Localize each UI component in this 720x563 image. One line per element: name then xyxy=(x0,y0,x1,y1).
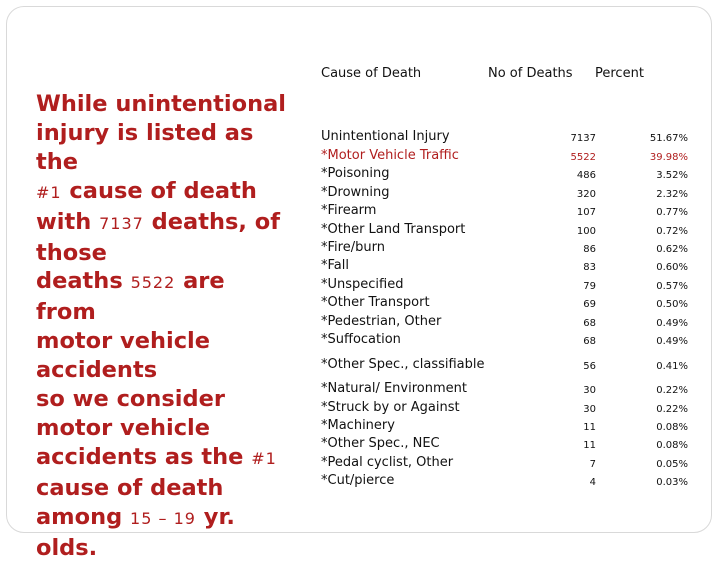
cause-cell: *Cut/pierce xyxy=(321,473,395,488)
deaths-cell: 86 xyxy=(583,244,596,255)
percent-cell: 0.49% xyxy=(656,318,688,329)
deaths-cell: 320 xyxy=(576,189,596,200)
deaths-cell: 68 xyxy=(583,336,596,347)
cause-cell: *Suffocation xyxy=(321,332,401,347)
deaths-cell: 100 xyxy=(576,226,596,237)
deaths-cell: 11 xyxy=(583,422,596,433)
table-row xyxy=(0,258,720,276)
percent-cell: 3.52% xyxy=(656,170,688,181)
percent-cell: 0.60% xyxy=(656,262,688,273)
percent-cell: 51.67% xyxy=(649,133,688,144)
summary-text: While unintentional injury is listed as the #1 cause of death with 7137 deaths, of those deaths 5522 are from motor vehicle accidents so we consider motor vehicle accidents as the #1 cause of death among 15 – 19 yr. olds. xyxy=(36,91,286,561)
cause-cell: *Other Spec., NEC xyxy=(321,436,440,451)
deaths-cell: 30 xyxy=(583,404,596,415)
percent-cell: 0.22% xyxy=(656,404,688,415)
cause-cell: *Drowning xyxy=(321,185,390,200)
cause-cell: *Struck by or Against xyxy=(321,400,460,415)
table-row xyxy=(0,332,720,350)
table-row xyxy=(0,277,720,295)
percent-cell: 0.05% xyxy=(656,459,688,470)
percent-cell: 39.98% xyxy=(649,152,688,163)
table-row xyxy=(0,166,720,184)
table-row xyxy=(0,400,720,418)
cause-cell: Unintentional Injury xyxy=(321,129,450,144)
cause-cell: *Other Spec., classifiable xyxy=(321,357,485,372)
table-row xyxy=(0,203,720,221)
cause-cell: *Poisoning xyxy=(321,166,390,181)
deaths-cell: 69 xyxy=(583,299,596,310)
deaths-cell: 7 xyxy=(589,459,596,470)
table-row xyxy=(0,473,720,491)
deaths-cell: 83 xyxy=(583,262,596,273)
deaths-cell: 11 xyxy=(583,440,596,451)
deaths-cell: 68 xyxy=(583,318,596,329)
deaths-cell: 30 xyxy=(583,385,596,396)
percent-cell: 0.03% xyxy=(656,477,688,488)
header-deaths: No of Deaths xyxy=(488,66,573,81)
table-row xyxy=(0,295,720,313)
table-row xyxy=(0,418,720,436)
cause-cell: *Machinery xyxy=(321,418,395,433)
percent-cell: 0.08% xyxy=(656,440,688,451)
cause-cell: *Pedestrian, Other xyxy=(321,314,442,329)
header-percent: Percent xyxy=(595,66,644,81)
table-row xyxy=(0,129,720,147)
deaths-cell: 107 xyxy=(576,207,596,218)
percent-cell: 0.57% xyxy=(656,281,688,292)
table-row xyxy=(0,357,720,375)
cause-cell: *Firearm xyxy=(321,203,377,218)
header-cause: Cause of Death xyxy=(321,66,422,81)
cause-cell: *Motor Vehicle Traffic xyxy=(321,148,459,163)
deaths-cell: 4 xyxy=(589,477,596,488)
cause-cell: *Other Transport xyxy=(321,295,430,310)
cause-cell: *Fire/burn xyxy=(321,240,385,255)
percent-cell: 0.41% xyxy=(656,361,688,372)
percent-cell: 0.08% xyxy=(656,422,688,433)
table-row xyxy=(0,381,720,399)
table-row xyxy=(0,436,720,454)
deaths-cell: 5522 xyxy=(570,152,596,163)
cause-cell: *Fall xyxy=(321,258,349,273)
table-row xyxy=(0,222,720,240)
deaths-cell: 79 xyxy=(583,281,596,292)
table-row xyxy=(0,148,720,166)
percent-cell: 0.50% xyxy=(656,299,688,310)
percent-cell: 0.72% xyxy=(656,226,688,237)
cause-cell: *Unspecified xyxy=(321,277,404,292)
percent-cell: 0.62% xyxy=(656,244,688,255)
table-row xyxy=(0,185,720,203)
percent-cell: 0.77% xyxy=(656,207,688,218)
cause-cell: *Pedal cyclist, Other xyxy=(321,455,454,470)
table-row xyxy=(0,314,720,332)
percent-cell: 0.22% xyxy=(656,385,688,396)
cause-cell: *Other Land Transport xyxy=(321,222,466,237)
percent-cell: 2.32% xyxy=(656,189,688,200)
table-row xyxy=(0,240,720,258)
percent-cell: 0.49% xyxy=(656,336,688,347)
cause-cell: *Natural/ Environment xyxy=(321,381,467,396)
table-row xyxy=(0,455,720,473)
deaths-cell: 56 xyxy=(583,361,596,372)
deaths-cell: 7137 xyxy=(570,133,596,144)
deaths-cell: 486 xyxy=(576,170,596,181)
